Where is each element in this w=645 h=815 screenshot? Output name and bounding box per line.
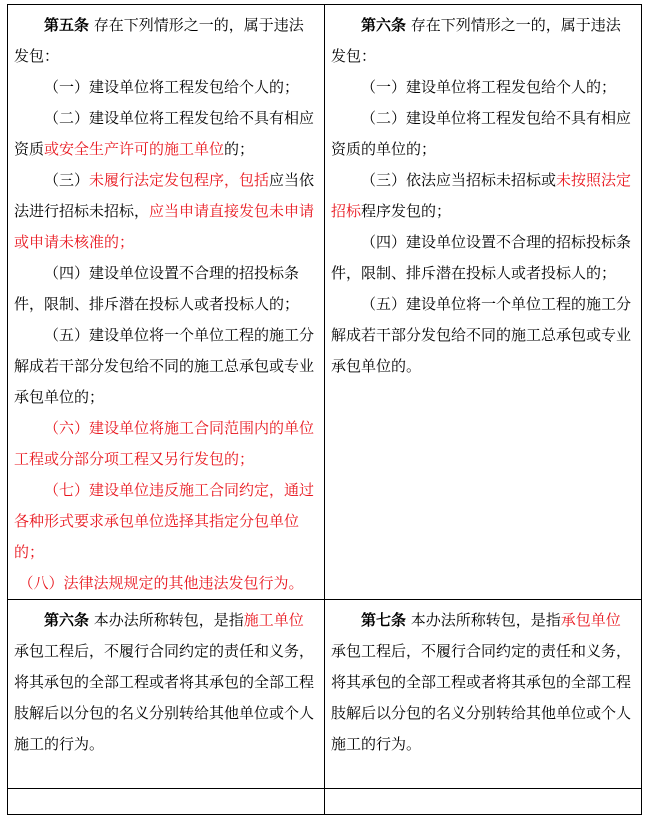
clause-paragraph (14, 413, 318, 475)
highlighted-text: 施工单位 (243, 611, 304, 629)
clause-paragraph (331, 289, 635, 382)
clause-paragraph (331, 165, 635, 227)
text-segment: （三）依法应当招标未招标或 (361, 171, 557, 189)
text-segment: 本办法所称转包，是指 (89, 611, 244, 629)
regulation-comparison-table (7, 4, 642, 815)
text-segment: 承包工程后，不履行合同约定的责任和义务，将其承包的全部工程或者将其承包的全部工程肢解后以分包的名义分别转给其他单位或个人施工的行为。 (14, 642, 315, 753)
clause-paragraph (14, 568, 318, 599)
text-segment: 存在下列情形之一的，属于违法发包： (14, 16, 304, 65)
highlighted-text: （八）法律法规规定的其他违法发包行为。 (18, 574, 304, 592)
clause-paragraph (14, 475, 318, 568)
table-row (8, 5, 642, 600)
text-segment: （四）建设单位设置不合理的招标投标条件，限制、排斥潜在投标人或者投标人的； (331, 233, 632, 282)
table-row (8, 789, 642, 815)
highlighted-text: 承包单位 (560, 611, 621, 629)
highlighted-text: 或安全生产许可的施工单位 (44, 140, 225, 158)
clause-paragraph (14, 258, 318, 320)
text-segment: 程序发包的； (361, 202, 452, 220)
clause-paragraph (331, 10, 635, 72)
text-segment: （五）建设单位将一个单位工程的施工分解成若干部分发包给不同的施工总承包或专业承包单位的； (14, 326, 315, 406)
text-segment: 应当依法进行招标未招标， (14, 171, 315, 220)
clause-paragraph (14, 103, 318, 165)
clause-paragraph (14, 72, 318, 103)
clause-paragraph (331, 227, 635, 289)
text-segment: （四）建设单位设置不合理的招投标条件，限制、排斥潜在投标人或者投标人的； (14, 264, 300, 313)
text-segment: （二）建设单位将工程发包给不具有相应资质 (14, 109, 315, 158)
old-version-cell (8, 600, 325, 789)
clause-paragraph (14, 10, 318, 72)
clause-paragraph (331, 605, 635, 760)
article-number: 第六条 (361, 16, 407, 34)
text-segment: 本办法所称转包，是指 (406, 611, 561, 629)
article-number: 第五条 (44, 16, 90, 34)
clause-paragraph (14, 165, 318, 258)
text-segment: （三） (44, 171, 90, 189)
text-segment: （五）建设单位将一个单位工程的施工分解成若干部分发包给不同的施工总承包或专业承包单位的。 (331, 295, 632, 375)
highlighted-text: （六）建设单位将施工合同范围内的单位工程或分部分项工程又另行发包的； (14, 419, 315, 468)
clause-paragraph (331, 72, 635, 103)
text-segment: 的； (224, 140, 255, 158)
empty-cell (8, 789, 325, 815)
highlighted-text: 应当申请直接发包未申请或申请未核准的； (14, 202, 315, 251)
text-segment: （一）建设单位将工程发包给个人的； (361, 78, 617, 96)
empty-cell (325, 789, 642, 815)
text-segment: 存在下列情形之一的，属于违法发包： (331, 16, 621, 65)
clause-paragraph (331, 103, 635, 165)
new-version-cell (325, 5, 642, 600)
article-number: 第七条 (361, 611, 407, 629)
article-number: 第六条 (44, 611, 90, 629)
table-row (8, 600, 642, 789)
highlighted-text: 未按照法定招标 (331, 171, 632, 220)
text-segment: （一）建设单位将工程发包给个人的； (44, 78, 300, 96)
highlighted-text: 未履行法定发包程序，包括 (89, 171, 270, 189)
text-segment: 承包工程后，不履行合同约定的责任和义务，将其承包的全部工程或者将其承包的全部工程肢解后以分包的名义分别转给其他单位或个人施工的行为。 (331, 642, 632, 753)
text-segment: （二）建设单位将工程发包给不具有相应资质的单位的； (331, 109, 632, 158)
old-version-cell (8, 5, 325, 600)
clause-paragraph (14, 605, 318, 760)
new-version-cell (325, 600, 642, 789)
clause-paragraph (14, 320, 318, 413)
highlighted-text: （七）建设单位违反施工合同约定，通过各种形式要求承包单位选择其指定分包单位的； (14, 481, 315, 561)
